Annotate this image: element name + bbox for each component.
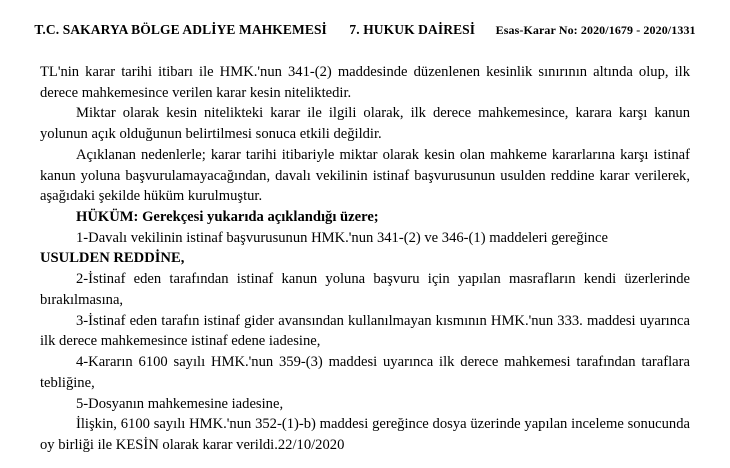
case-number: Esas-Karar No: 2020/1679 - 2020/1331: [495, 23, 696, 37]
paragraph-1: TL'nin karar tarihi itibarı ile HMK.'nun 341-(2) maddesinde düzenlenen kesinlik sınırının altında olup, ilk derece mahkemesince verilen karar kesin niteliktedir.: [40, 64, 690, 101]
ruling-item-4: 4-Kararın 6100 sayılı HMK.'nun 359-(3) maddesi uyarınca ilk derece mahkemesi tarafından taraflara tebliğine,: [40, 354, 690, 391]
ruling-item-1: [40, 228, 690, 249]
closing-paragraph: İlişkin, 6100 sayılı HMK.'nun 352-(1)-b) maddesi gereğince dosya üzerinde yapılan inceleme sonucunda oy birliği ile KESİN olarak karar verildi.22/10/2020: [40, 416, 690, 453]
ruling-item-2: 2-İstinaf eden tarafından istinaf kanun yoluna başvuru için yapılan masrafların kendi üzerlerinde bırakılmasına,: [40, 271, 690, 308]
ruling-item-5: 5-Dosyanın mahkemesine iadesine,: [76, 395, 284, 412]
document-body: [18, 62, 712, 456]
paragraph-3: Açıklanan nedenlerle; karar tarihi itibariyle miktar olarak kesin olan mahkeme kararlarına karşı istinaf kanun yoluna başvurulamayacağından, davalı vekilinin istinaf başvurusunun usulden reddine karar verilerek, aşağıdaki şekilde hüküm kurulmuştur.: [40, 146, 690, 205]
chamber-name: 7. HUKUK DAİRESİ: [349, 22, 476, 37]
ruling-item-1-text: 1-Davalı vekilinin istinaf başvurusunun HMK.'nun 341-(2) ve 346-(1) maddeleri gereğince: [76, 229, 608, 246]
ruling-item-1-emphasis: USULDEN REDDİNE,: [40, 250, 185, 267]
paragraph-2: Miktar olarak kesin nitelikteki karar ile ilgili olarak, ilk derece mahkemesince, karara karşı kanun yolunun açık olduğunun belirtilmesi sonuca etkili değildir.: [40, 105, 690, 143]
ruling-heading: HÜKÜM: Gerekçesi yukarıda açıklandığı üzere;: [76, 209, 379, 226]
document-header: [18, 22, 712, 38]
court-name: T.C. SAKARYA BÖLGE ADLİYE MAHKEMESİ: [34, 22, 327, 37]
ruling-item-3: 3-İstinaf eden tarafın istinaf gider avansından kullanılmayan kısmının HMK.'nun 333. maddesi uyarınca ilk derece mahkemesince istinaf edene iadesine,: [40, 312, 690, 350]
